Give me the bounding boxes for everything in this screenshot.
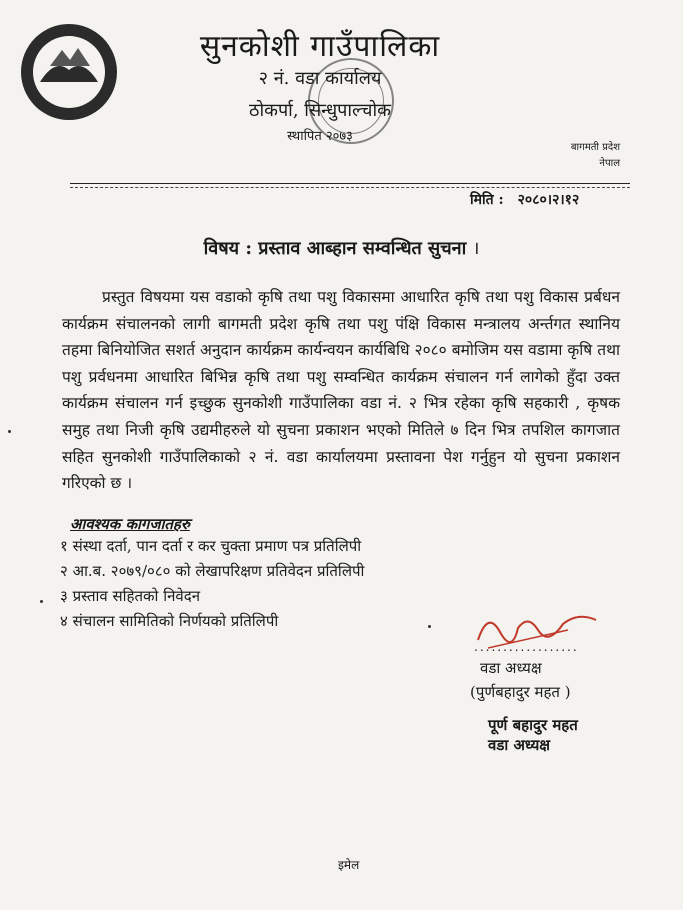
ward-office-name: २ नं. वडा कार्यालय xyxy=(258,68,382,89)
signatory-role: वडा अध्यक्ष xyxy=(480,659,542,677)
notice-body: प्रस्तुत विषयमा यस वडाको कृषि तथा पशु विकासमा आधारित कृषि तथा पशु विकास प्रर्बधन कार्यक्रम संचालनको लागी बागमती प्रदेश कृषि तथा पशु पंक्षि विकास मन्त्रालय अर्न्तगत स्थानिय तहमा बिनियोजित सशर्त अनुदान कार्यक्रम कार्यन्वयन कार्यबिधि २०८० बमोजिम यस वडामा कृषि तथा पशु प्रर्वधनमा आधारित बिभिन्न कृषि तथा पशु सम्वन्धित कार्यक्रम संचालन गर्न लागेको हुँदा उक्त कार्यक्रम संचालन गर्न इच्छुक सुनकोशी गाउँपालिका वडा नं. २ भित्र रहेका कृषि सहकारी , कृषक समुह तथा निजी कृषि उद्यमीहरुले यो सुचना प्रकाशन भएको मितिले ७ दिन भित्र तपशिल कागजात सहित सुनकोशी गाउँपालिकाको २ नं. वडा कार्यालयमा प्रस्तावना पेश गर्नुहुन यो सुचना प्रकाशन गरिएको छ । xyxy=(62,288,620,493)
office-stamp-icon xyxy=(308,58,394,144)
header-divider xyxy=(70,183,630,184)
date-value: २०८०।२।१२ xyxy=(517,192,580,208)
subject-text: विषय : प्रस्ताव आब्हान सम्वन्धित सुचना xyxy=(203,238,467,259)
paper-speck xyxy=(428,625,431,628)
paper-speck xyxy=(8,430,11,433)
footer-email-label: इमेल xyxy=(338,858,360,872)
required-documents-title: आवश्यक कागजातहरु xyxy=(70,515,190,533)
signatory-stamp-name: पूर्ण बहादुर महत xyxy=(488,716,578,734)
document-item: २ आ.ब. २०७९/०८० को लेखापरिक्षण प्रतिवेदन प्रतिलिपी xyxy=(60,562,365,580)
established-year: स्थापित २०७३ xyxy=(287,129,353,144)
document-item: ३ प्रस्ताव सहितको निवेदन xyxy=(60,587,201,605)
required-documents-list xyxy=(60,534,364,634)
signature-line: .................. xyxy=(474,640,579,654)
header-divider-dashed xyxy=(70,187,630,188)
province-block xyxy=(520,140,620,172)
signatory-stamp xyxy=(488,715,578,755)
province-name: बागमती प्रदेश xyxy=(570,142,620,153)
signatory-name: (पुर्णबहादुर महत ) xyxy=(470,683,571,701)
country-name: नेपाल xyxy=(599,158,620,169)
document-item: १ संस्था दर्ता, पान दर्ता र कर चुक्ता प्रमाण पत्र प्रतिलिपी xyxy=(60,537,362,555)
document-item: ४ संचालन सामितिको निर्णयको प्रतिलिपी xyxy=(60,612,279,630)
paper-speck xyxy=(40,600,43,603)
office-location: ठोकर्पा, सिन्धुपाल्चोक xyxy=(249,100,391,121)
signatory-stamp-title: वडा अध्यक्ष xyxy=(488,736,551,754)
subject-heading xyxy=(0,236,683,260)
subject-end-mark: । xyxy=(472,238,480,259)
municipality-title: सुनकोशी गाउँपालिका xyxy=(199,29,441,64)
date-line xyxy=(470,190,579,209)
date-label: मिति : xyxy=(470,192,504,208)
